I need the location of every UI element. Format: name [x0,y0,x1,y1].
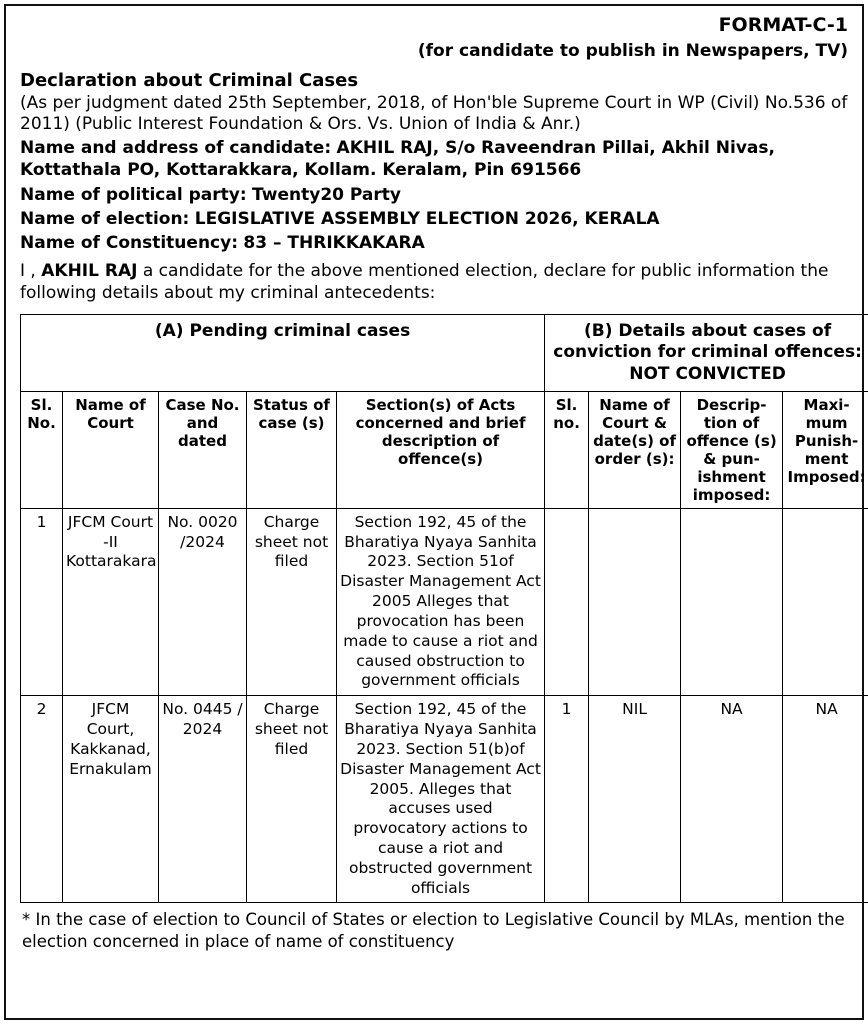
header-a-sl-no: Sl. No. [21,391,63,508]
election-label: Name of election: [20,208,190,229]
header-a-name-of-court: Name of Court [63,391,159,508]
row1-b-court [589,508,681,695]
header-b-description: Descrip- tion of offence (s) & pun- ishment imposed: [681,391,783,508]
row2-a-case-no: No. 0445 / 2024 [159,696,247,903]
constituency-value: 83 – THRIKKAKARA [243,232,425,253]
candidate-row [20,137,848,181]
election-value: LEGISLATIVE ASSEMBLY ELECTION 2026, KERALA [194,208,660,229]
group-b-line2: conviction for criminal offences: [553,342,862,363]
statement-candidate-name: AKHIL RAJ [41,260,138,281]
row1-a-court: JFCM Court -II Kottarakara [63,508,159,695]
header-b-sl-no: Sl. no. [545,391,589,508]
election-row [20,208,848,230]
group-b-header [545,315,868,392]
declaration-statement [20,260,848,304]
constituency-row [20,232,848,254]
format-label: FORMAT-C-1 [718,14,848,36]
row2-b-max: NA [783,696,868,903]
header-a-status-of-case: Status of case (s) [247,391,337,508]
row1-a-sl: 1 [21,508,63,695]
statement-prefix: I , [20,260,36,281]
criminal-cases-table [20,314,868,903]
header-b-max-punishment: Maxi- mum Punish- ment Imposed: [783,391,868,508]
row2-b-sl: 1 [545,696,589,903]
footnote: * In the case of election to Council of States or election to Legislative Council by MLAs, mention the election concerned in place of name of constituency [22,910,845,951]
row2-b-court: NIL [589,696,681,903]
group-a-header: (A) Pending criminal cases [21,315,545,392]
declaration-title: Declaration about Criminal Cases [20,69,359,91]
party-value: Twenty20 Party [252,184,401,205]
row1-b-desc [681,508,783,695]
row1-a-status: Charge sheet not filed [247,508,337,695]
format-subtitle: (for candidate to publish in Newspapers, TV) [417,40,848,61]
row2-a-status: Charge sheet not filed [247,696,337,903]
row2-a-sl: 2 [21,696,63,903]
header-a-case-no: Case No. and dated [159,391,247,508]
row1-b-max [783,508,868,695]
table-row [21,508,868,695]
document-body [8,6,866,960]
table-row [21,696,868,903]
table-group-header-row [21,315,868,392]
party-row [20,184,848,206]
header-a-sections: Section(s) of Acts concerned and brief description of offence(s) [337,391,545,508]
candidate-label: Name and address of candidate: [20,138,332,159]
group-b-line1: (B) Details about cases of [584,321,832,341]
judgment-note: (As per judgment dated 25th September, 2018, of Hon'ble Supreme Court in WP (Civil) No.536 of 2011) (Public Interest Foundation & Ors. Vs. Union of India & Anr.) [20,92,848,135]
candidate-value: AKHIL RAJ, S/o Raveendran Pillai, Akhil Nivas, Kottathala PO, Kottarakkara, Kollam. Keralam, Pin 691566 [20,138,775,181]
party-label: Name of political party: [20,184,247,205]
group-b-status: NOT CONVICTED [629,363,786,384]
table-column-header-row [21,391,868,508]
row1-a-sections: Section 192, 45 of the Bharatiya Nyaya Sanhita 2023. Section 51of Disaster Management Act 2005 Alleges that provocation has been made to cause a riot and caused obstruction to government officials [337,508,545,695]
row1-a-case-no: No. 0020 /2024 [159,508,247,695]
row2-b-desc: NA [681,696,783,903]
statement-suffix: a candidate for the above mentioned election, declare for public information the following details about my criminal antecedents: [20,260,829,303]
row2-a-sections: Section 192, 45 of the Bharatiya Nyaya Sanhita 2023. Section 51(b)of Disaster Management Act 2005. Alleges that accuses used provocatory actions to cause a riot and obstructed government officials [337,696,545,903]
constituency-label: Name of Constituency: [20,232,239,253]
header-b-court-and-date: Name of Court & date(s) of order (s): [589,391,681,508]
row2-a-court: JFCM Court, Kakkanad, Ernakulam [63,696,159,903]
row1-b-sl [545,508,589,695]
